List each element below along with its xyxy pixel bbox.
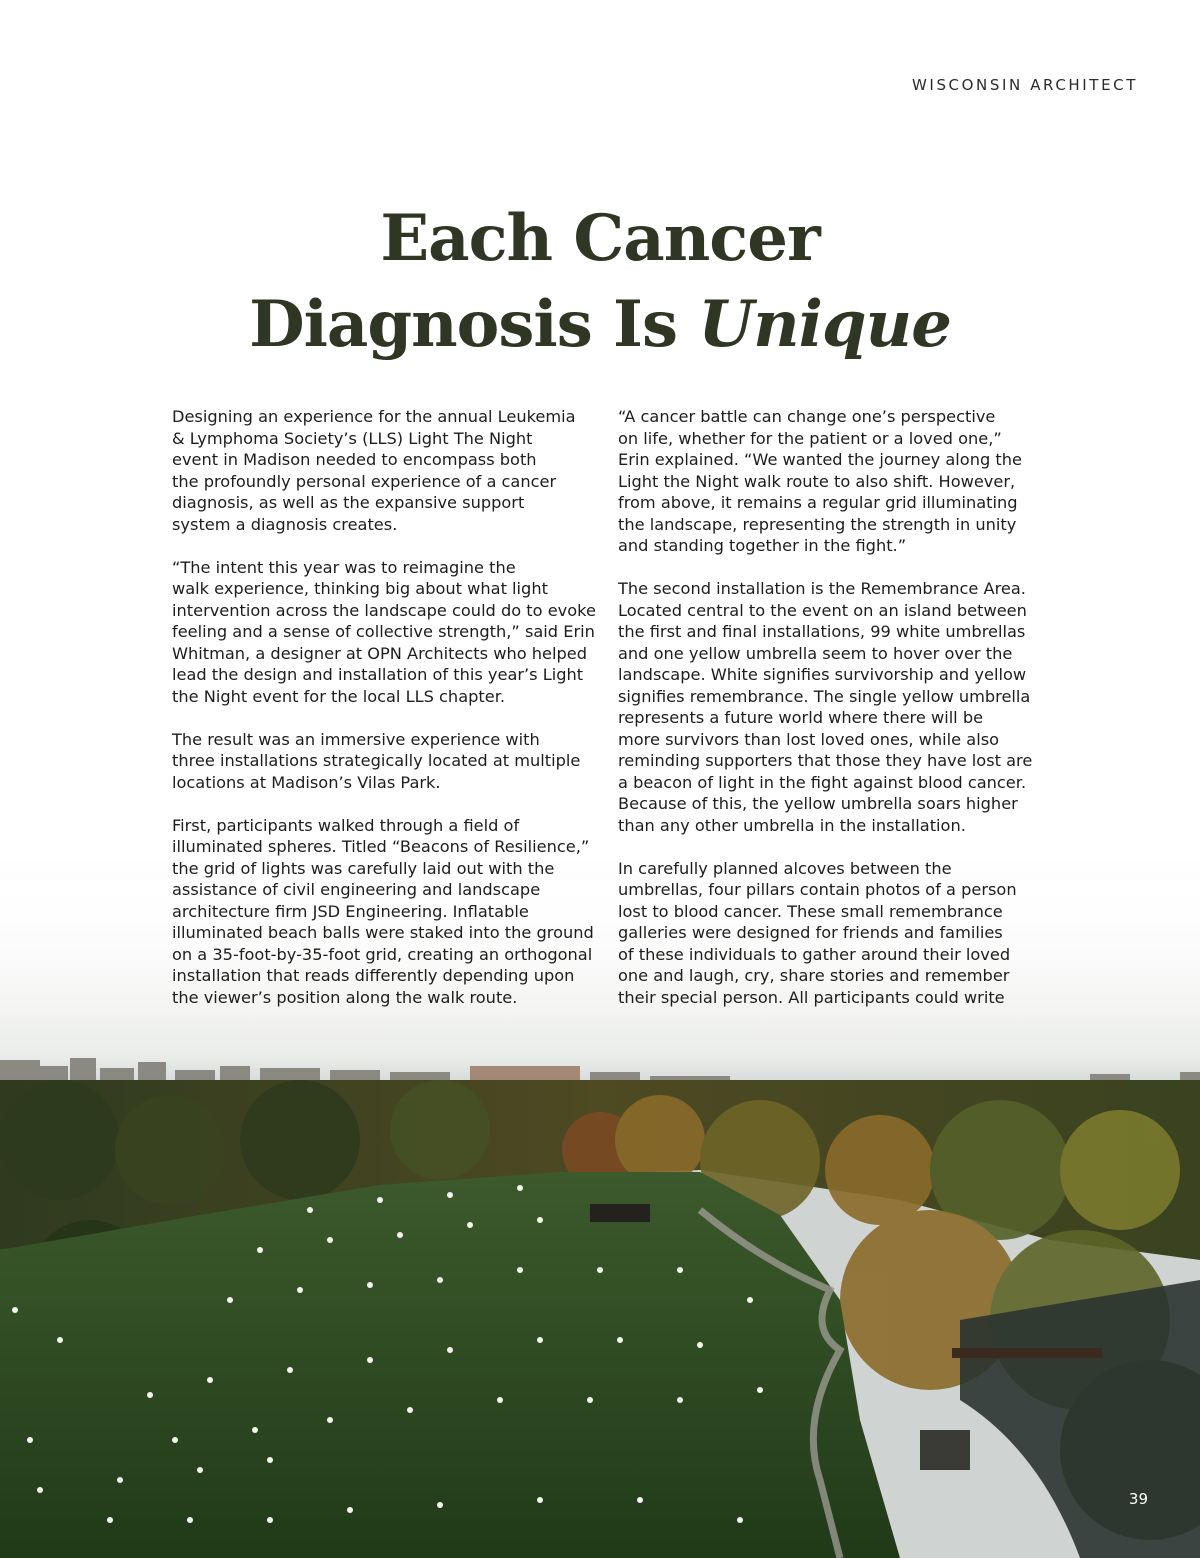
paragraph: “A cancer battle can change one’s perspective on life, whether for the patient or a loved one,” Erin explained. “We wanted the journey along the Light the Night walk route to also shift. However, from above, it remains a regular grid illuminating the landscape, representing the strength in unity and standing together in the fight.” [618,407,1022,555]
paragraph: Designing an experience for the annual Leukemia & Lymphoma Society’s (LLS) Light The Night event in Madison needed to encompass both the profoundly personal experience of a cancer diagnosis, as well as the expansive support system a diagnosis creates. [172,407,576,534]
page-number: 39 [1128,1490,1148,1508]
paragraph: In carefully planned alcoves between the umbrellas, four pillars contain photos of a person lost to blood cancer. These small remembrance galleries were designed for friends and families of these individuals to gather around their loved one and laugh, cry, share stories and remember their special person. All participants could write [618,858,1017,1007]
publication-name: WISCONSIN ARCHITECT [911,76,1138,94]
article-title [0,196,1200,368]
body-column-left [172,406,604,1030]
title-line-2-plain: Diagnosis Is [249,287,699,362]
title-line-2 [0,282,1200,368]
body-column-right [618,406,1056,1030]
paragraph: “The intent this year was to reimagine the walk experience, thinking big about what light intervention across the landscape could do to evoke feeling and a sense of collective strength,” said Erin Whitman, a designer at OPN Architects who helped lead the design and installation of this year’s Light the Night event for the local LLS chapter. [172,557,596,706]
title-emphasis: Unique [698,287,951,362]
paragraph: The result was an immersive experience with three installations strategically located at multiple locations at Madison’s Vilas Park. [172,729,581,792]
title-line-1: Each Cancer [380,201,820,276]
paragraph: The second installation is the Remembrance Area. Located central to the event on an island between the first and final installations, 99 white umbrellas and one yellow umbrella seem to hover over the landscape. White signifies survivorship and yellow signifies remembrance. The single yellow umbrella represents a future world where there will be more survivors than lost loved ones, while also reminding supporters that those they have lost are a beacon of light in the fight against blood cancer. Because of this, the yellow umbrella soars higher than any other umbrella in the installation. [618,579,1033,835]
paragraph: First, participants walked through a field of illuminated spheres. Titled “Beacons of Resilience,” the grid of lights was carefully laid out with the assistance of civil engineering and landscape architecture firm JSD Engineering. Inflatable illuminated beach balls were staked into the ground on a 35-foot-by-35-foot grid, creating an orthogonal installation that reads differently depending upon the viewer’s position along the walk route. [172,815,594,1007]
